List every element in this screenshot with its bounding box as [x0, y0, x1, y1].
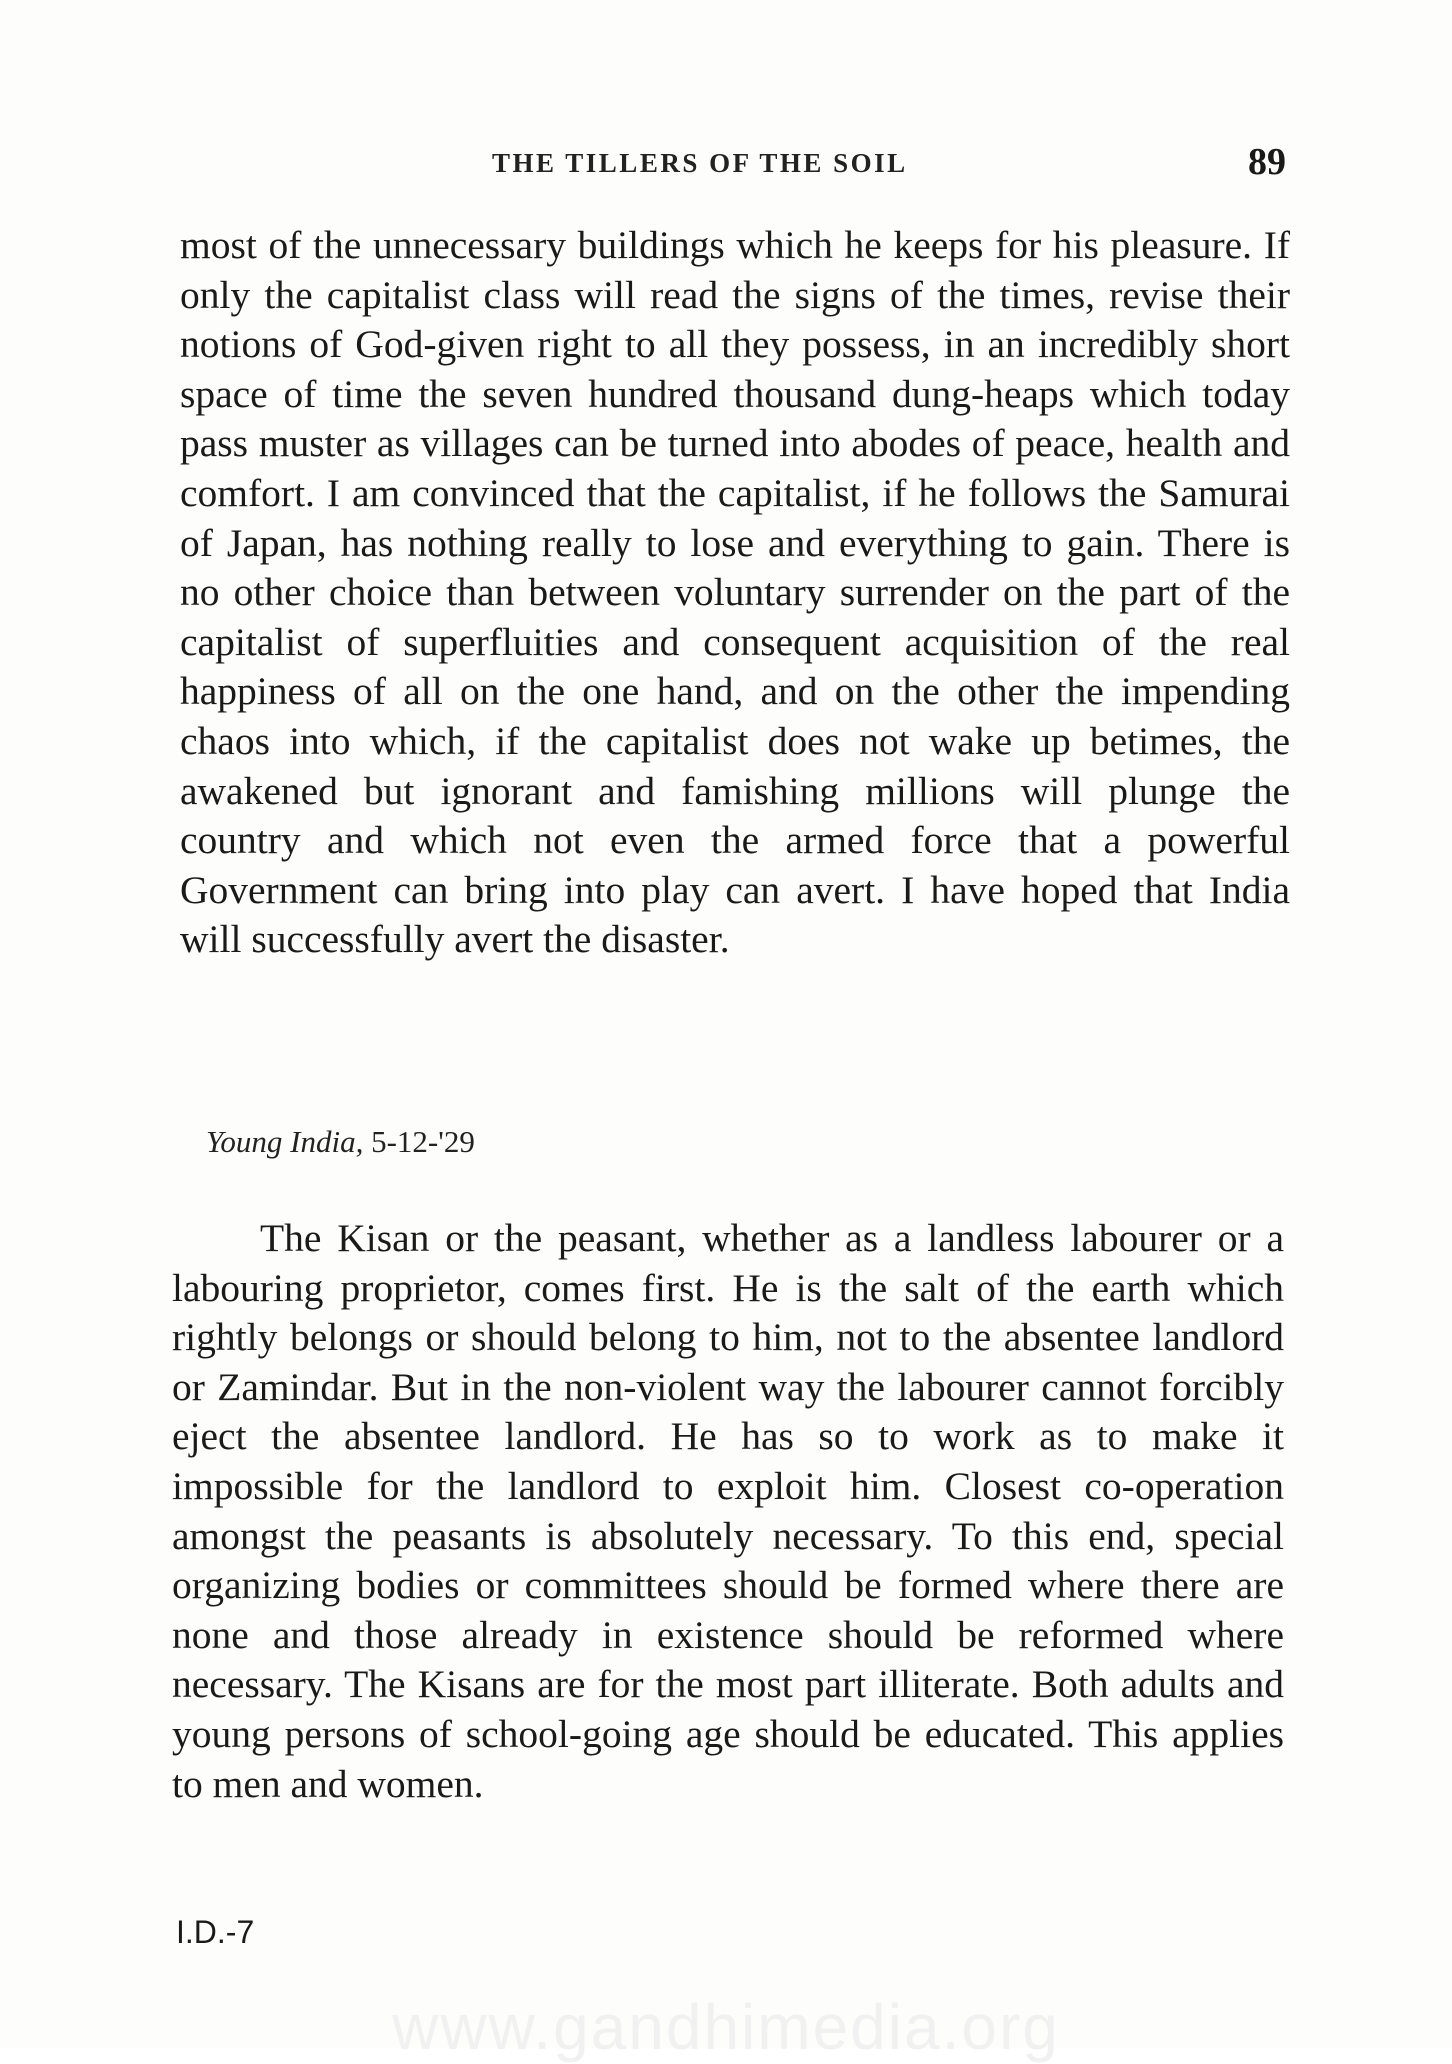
page-number: 89 [1248, 141, 1286, 183]
signature-mark: I.D.-7 [176, 1914, 255, 1950]
running-head: THE TILLERS OF THE SOIL [492, 148, 908, 178]
body-paragraph-1: most of the unnecessary buildings which he keeps for his pleasure. If only the capitalist class will read the signs of the times, revise their notions of God-given right to all they possess, in an incredibly short space of time the seven hundred thousand dung-heaps which today pass muster as villages can be turned into abodes of peace, health and comfort. I am convinced that the capitalist, if he follows the Samurai of Japan, has nothing really to lose and everything to gain. There is no other choice than between voluntary surrender on the part of the capitalist of superfluities and consequent acquisition of the real happiness of all on the one hand, and on the other the impending chaos into which, if the capitalist does not wake up betimes, the awakened but ignorant and famishing millions will plunge the country and which not even the armed force that a powerful Government can bring into play can avert. I have hoped that India will successfully avert the disaster. [180, 223, 1290, 962]
citation-date: 5-12-'29 [371, 1124, 475, 1159]
citation-source: Young India, [206, 1124, 364, 1159]
body-paragraph-2: The Kisan or the peasant, whether as a landless labourer or a labouring proprietor, comes first. He is the salt of the earth which rightly belongs or should belong to him, not to the absentee landlord or Zamindar. But in the non-violent way the labourer cannot forcibly eject the absentee landlord. He has so to work as to make it impossible for the landlord to exploit him. Closest co-operation amongst the peasants is absolutely necessary. To this end, special organizing bodies or committees should be formed where there are none and those already in existence should be reformed where necessary. The Kisans are for the most part illiterate. Both adults and young persons of school-going age should be educated. This applies to men and women. [172, 1216, 1284, 1806]
watermark: www.gandhimedia.org [392, 1991, 1060, 2063]
citation [206, 1124, 475, 1160]
